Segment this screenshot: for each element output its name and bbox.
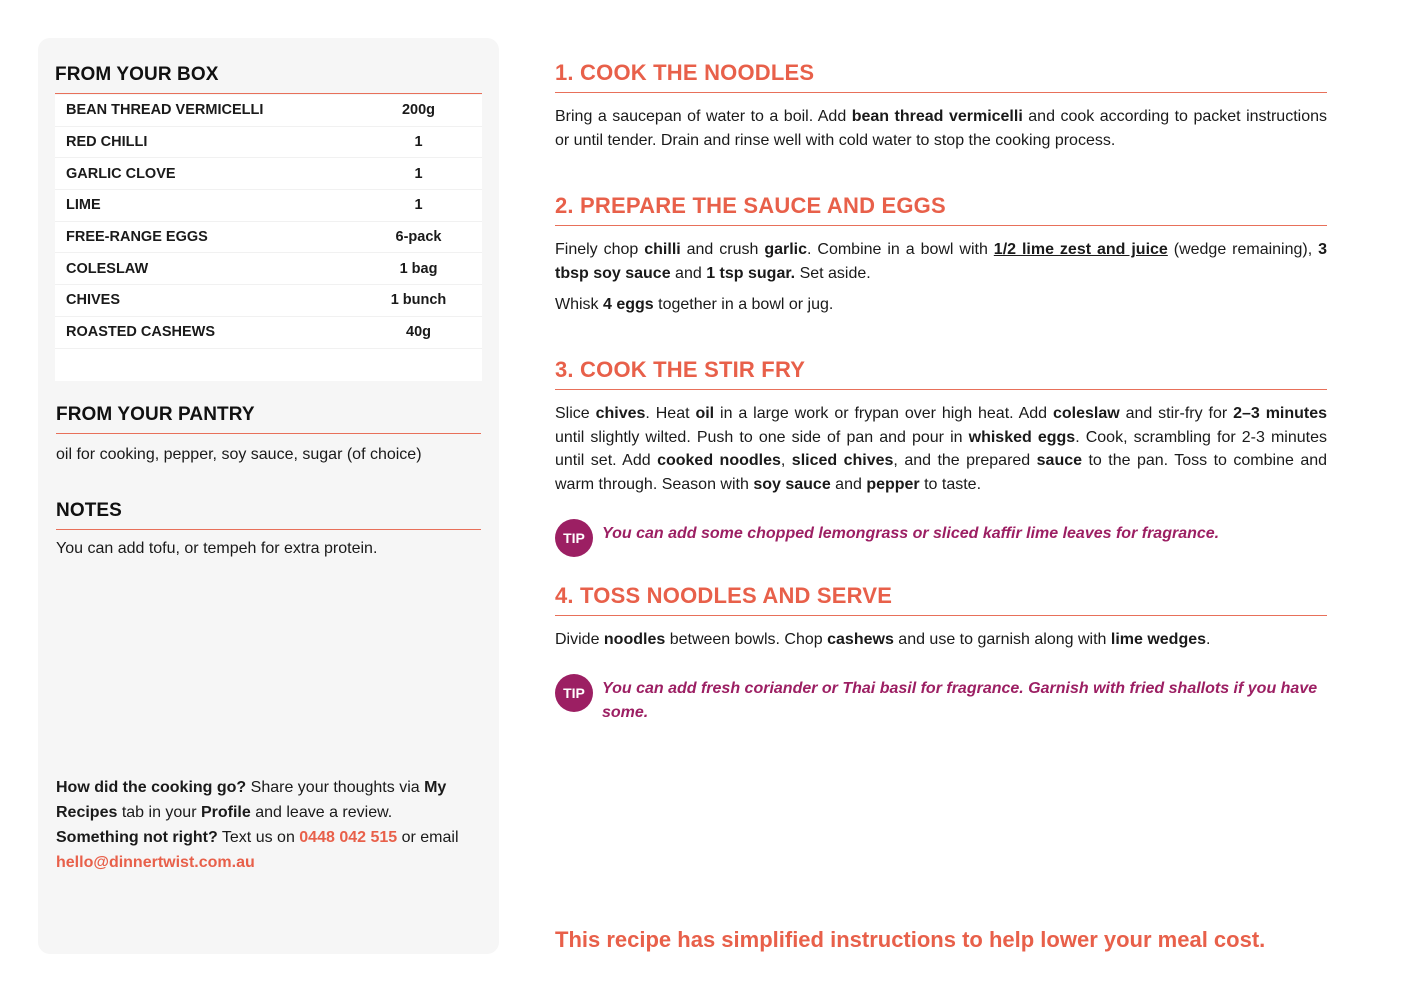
- ingredient-highlight: whisked eggs: [968, 428, 1076, 446]
- feedback-text: and leave a review.: [250, 804, 393, 821]
- ingredient-highlight: 4 eggs: [603, 296, 654, 313]
- body-text: (wedge remaining),: [1167, 241, 1319, 258]
- notes-text: You can add tofu, or tempeh for extra protein.: [56, 540, 378, 557]
- ingredient-highlight: 2–3 minutes: [1233, 405, 1328, 422]
- body-text: Divide: [555, 631, 604, 648]
- ingredient-highlight: coleslaw: [1052, 405, 1120, 422]
- step-title: 4. TOSS NOODLES AND SERVE: [555, 583, 1327, 616]
- body-text: to the pan. Toss to combine and warm through. Season with: [555, 452, 1328, 493]
- ingredient-highlight: pepper: [866, 475, 920, 493]
- body-text: ,: [780, 452, 792, 469]
- tip-callout: [555, 677, 1327, 725]
- body-text: . Heat: [645, 405, 696, 422]
- body-text: Slice: [555, 405, 596, 422]
- feedback-text: Text us on: [217, 829, 300, 846]
- step-3: [555, 357, 1327, 496]
- ingredient-row: [55, 317, 482, 349]
- ingredient-row: [55, 285, 482, 317]
- body-text: together in a bowl or jug.: [653, 296, 834, 313]
- ingredients-table: [55, 95, 482, 381]
- step-body: [555, 628, 1327, 652]
- ingredient-name: RED CHILLI: [66, 134, 148, 151]
- ingredient-row: [55, 95, 482, 127]
- step-body: [555, 238, 1327, 285]
- body-text: and use to garnish along with: [893, 631, 1111, 648]
- ingredient-name: CHIVES: [66, 292, 120, 309]
- body-text: .: [1206, 631, 1211, 648]
- step-4: [555, 583, 1327, 652]
- tip-text: You can add fresh coriander or Thai basil for fragrance. Garnish with fried shallots if you have some.: [602, 680, 1318, 721]
- simplified-recipe-note: This recipe has simplified instructions to help lower your meal cost.: [555, 927, 1266, 952]
- step-body: [555, 402, 1327, 496]
- ingredient-highlight: 1/2 lime zest and juice: [993, 241, 1168, 258]
- ingredient-qty: 1: [414, 165, 423, 182]
- ingredient-highlight: chilli: [644, 241, 681, 258]
- ingredient-row: [55, 190, 482, 222]
- ingredient-row: [55, 253, 482, 285]
- from-your-pantry-heading: FROM YOUR PANTRY: [56, 404, 481, 434]
- phone-link[interactable]: 0448 042 515: [299, 829, 398, 846]
- support-question: Something not right?: [56, 829, 218, 846]
- ingredient-name: GARLIC CLOVE: [66, 165, 176, 182]
- ingredient-name: BEAN THREAD VERMICELLI: [66, 102, 264, 119]
- body-text: Whisk: [555, 296, 603, 313]
- body-text: , and the prepared: [893, 452, 1037, 469]
- body-text: in a large work or frypan over high heat. Add: [714, 405, 1053, 422]
- step-title: 3. COOK THE STIR FRY: [555, 357, 1327, 390]
- ingredient-highlight: 1 tsp sugar.: [706, 264, 796, 282]
- body-text: . Combine in a bowl with: [807, 241, 994, 258]
- body-text: to taste.: [919, 475, 982, 493]
- feedback-block: [56, 775, 481, 875]
- ingredient-highlight: 3 tbsp soy sauce: [555, 241, 1328, 282]
- ingredient-qty: 1 bunch: [390, 292, 447, 309]
- tip-text: You can add some chopped lemongrass or sliced kaffir lime leaves for fragrance.: [602, 525, 1220, 542]
- ingredient-highlight: cooked noodles: [657, 452, 781, 469]
- feedback-text: tab in your: [117, 804, 201, 821]
- step-body: [555, 105, 1327, 152]
- feedback-question: How did the cooking go?: [56, 779, 247, 796]
- step-1: [555, 60, 1327, 152]
- ingredient-qty: 200g: [401, 102, 436, 119]
- profile-label: Profile: [200, 804, 251, 821]
- body-text: and cook according to packet instructions or until tender. Drain and rinse well with cold water to stop the cooking process.: [555, 108, 1328, 149]
- step-body-2: [555, 293, 1327, 317]
- ingredient-qty: 1: [414, 134, 423, 151]
- ingredient-row: [55, 222, 482, 254]
- body-text: and: [670, 264, 707, 282]
- ingredient-highlight: chives: [595, 405, 646, 422]
- step-title: 2. PREPARE THE SAUCE AND EGGS: [555, 193, 1327, 226]
- body-text: Bring a saucepan of water to a boil. Add: [555, 108, 852, 125]
- feedback-text: or email: [397, 829, 459, 846]
- ingredient-row: [55, 127, 482, 159]
- ingredient-highlight: soy sauce: [753, 475, 831, 493]
- tip-badge-icon: TIP: [555, 519, 593, 557]
- ingredient-qty: 1 bag: [399, 260, 438, 277]
- body-text: between bowls. Chop: [665, 631, 828, 648]
- ingredient-highlight: sauce: [1036, 452, 1083, 469]
- ingredient-qty: 1: [414, 197, 423, 214]
- ingredient-highlight: sliced chives: [791, 452, 894, 469]
- ingredient-highlight: oil: [695, 405, 715, 422]
- ingredient-name: COLESLAW: [66, 260, 149, 277]
- body-text: . Cook, scrambling for 2-3 minutes until set. Add: [555, 428, 1327, 469]
- pantry-items: oil for cooking, pepper, soy sauce, sugar (of choice): [56, 446, 422, 463]
- ingredient-row: [55, 158, 482, 190]
- ingredients-panel: [38, 38, 499, 954]
- ingredient-name: ROASTED CASHEWS: [66, 324, 216, 341]
- ingredient-name: LIME: [66, 197, 101, 214]
- ingredient-qty: 40g: [406, 324, 431, 341]
- ingredient-highlight: garlic: [764, 241, 808, 258]
- ingredient-name: FREE-RANGE EGGS: [66, 229, 208, 246]
- body-text: Finely chop: [555, 241, 645, 258]
- ingredient-highlight: lime wedges: [1110, 631, 1207, 648]
- body-text: and stir-fry for: [1119, 405, 1234, 422]
- body-text: and crush: [680, 241, 765, 258]
- step-title: 1. COOK THE NOODLES: [555, 60, 1327, 93]
- body-text: and: [830, 475, 867, 493]
- feedback-text: Share your thoughts via: [246, 779, 425, 796]
- notes-heading: NOTES: [56, 500, 481, 530]
- tip-badge-icon: TIP: [555, 674, 593, 712]
- body-text: Set aside.: [795, 264, 871, 282]
- ingredient-qty: 6-pack: [395, 229, 442, 246]
- from-your-box-heading: FROM YOUR BOX: [55, 64, 482, 94]
- my-recipes-label: My Recipes: [56, 779, 447, 821]
- body-text: until slightly wilted. Push to one side of pan and pour in: [555, 428, 969, 446]
- step-2: [555, 193, 1327, 317]
- tip-callout: [555, 522, 1327, 557]
- ingredient-highlight: cashews: [827, 631, 894, 648]
- ingredient-highlight: bean thread vermicelli: [851, 108, 1023, 125]
- ingredient-highlight: noodles: [603, 631, 666, 648]
- email-link[interactable]: hello@dinnertwist.com.au: [56, 854, 255, 871]
